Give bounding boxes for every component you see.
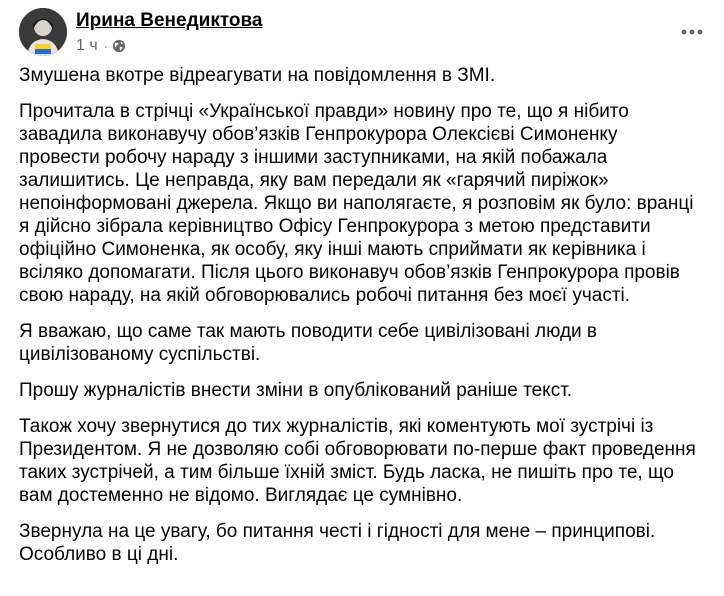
post-meta xyxy=(76,36,126,56)
post-paragraph: Також хочу звернутися до тих журналістів, які коментують мої зустрічі із Президентом. Я не дозволяю собі обговорювати по-перше факт проведення таких зустрічей, а тим більше їхній зміст. Будь ласка, не пишіть про те, що вам достеменно не відомо. Виглядає це сумнівно. xyxy=(19,416,696,506)
timestamp-link[interactable]: 1 ч xyxy=(76,37,98,54)
more-dots-icon xyxy=(681,29,703,35)
post-paragraph: Змушена вкотре відреагувати на повідомлення в ЗМІ. xyxy=(19,65,496,86)
author-name-link[interactable]: Ирина Венедиктова xyxy=(76,10,263,31)
globe-icon[interactable] xyxy=(112,39,126,53)
post-paragraph: Звернула на це увагу, бо питання честі і гідності для мене – принципові. Особливо в ці дні. xyxy=(19,521,656,565)
post-text xyxy=(19,64,699,579)
post-paragraph: Я вважаю, що саме так мають поводити себе цивілізовані люди в цивілізованому суспільстві. xyxy=(19,321,598,365)
meta-separator: · xyxy=(103,39,108,53)
user-photo-icon xyxy=(19,8,67,56)
post-paragraph: Прочитала в стрічці «Української правди» новину про те, що я нібито завадила виконавучу обов’язків Генпрокурора Олексієві Симоненку провести робочу нараду з іншими заступниками, на якій побажала залишитись. Це неправда, яку вам передали як «гарячий пиріжок» непоінформовані джерела. Якщо ви наполягаєте, я розповім як було: вранці я дійсно зібрала керівництво Офісу Генпрокурора з метою представити офіційно Симоненка, як особу, яку інші мають сприймати як керівника і всіляко допомагати. Після цього виконавуч обов’язків Генпрокурора провів свою нараду, на якій обговорювались робочі питання без моєї участі. xyxy=(19,101,694,306)
post-paragraph: Прошу журналістів внести зміни в опублікований раніше текст. xyxy=(19,380,573,401)
avatar[interactable] xyxy=(19,8,67,56)
more-options-button[interactable] xyxy=(674,14,710,50)
post-header xyxy=(19,8,710,58)
